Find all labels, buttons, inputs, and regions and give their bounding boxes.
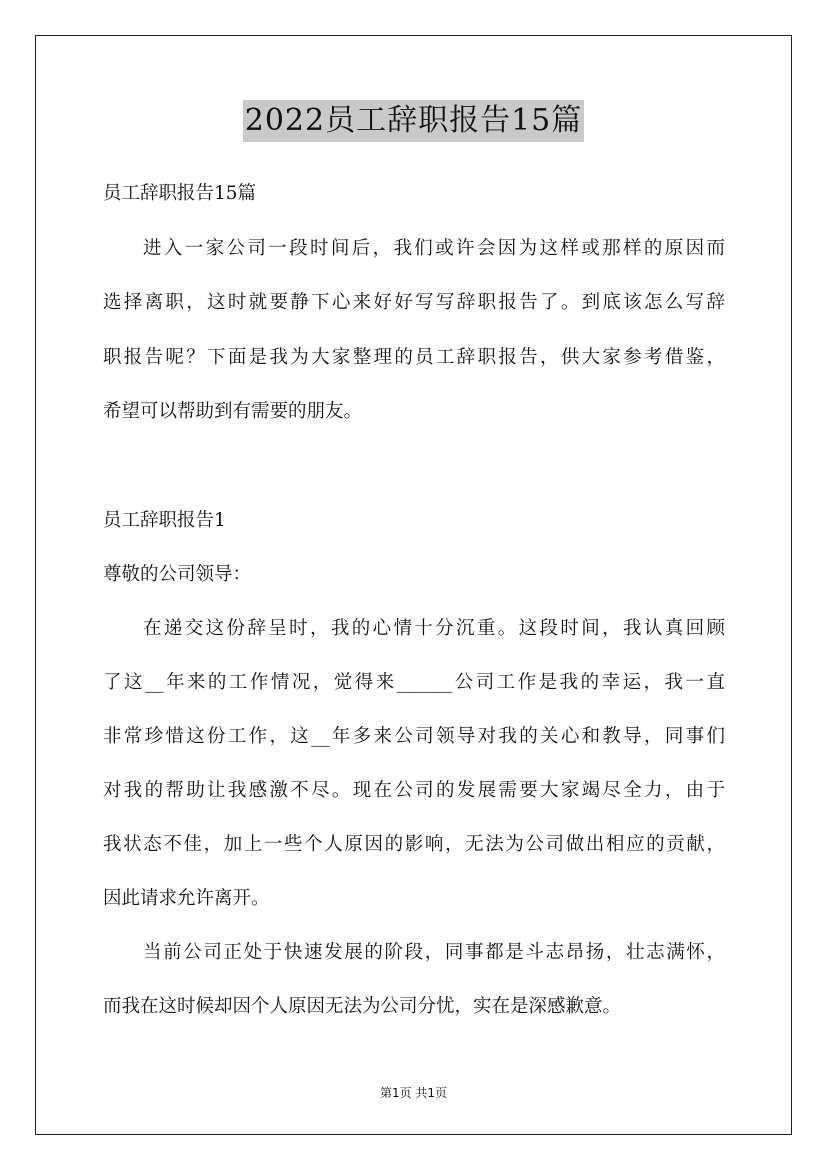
- paragraph-line: 非常珍惜这份工作，这__年多来公司领导对我的关心和教导，同事们: [103, 726, 725, 747]
- intro-line: 希望可以帮助到有需要的朋友。: [103, 401, 363, 422]
- intro-line: 进入一家公司一段时间后，我们或许会因为这样或那样的原因而: [143, 238, 725, 259]
- intro-line: 选择离职，这时就要静下心来好好写写辞职报告了。到底该怎么写辞: [103, 292, 725, 313]
- paragraph-line: 我状态不佳，加上一些个人原因的影响，无法为公司做出相应的贡献，: [103, 834, 725, 855]
- subtitle: 员工辞职报告15篇: [103, 183, 257, 204]
- paragraph-line: 因此请求允许离开。: [103, 888, 270, 909]
- title-container: [0, 100, 827, 142]
- section-heading: 员工辞职报告1: [103, 510, 226, 531]
- page-footer: 第1页 共1页: [379, 1086, 448, 1100]
- salutation: 尊敬的公司领导：: [103, 564, 252, 585]
- intro-line: 职报告呢？下面是我为大家整理的员工辞职报告，供大家参考借鉴，: [103, 347, 725, 368]
- document-title: 2022员工辞职报告15篇: [243, 100, 585, 142]
- paragraph-line: 当前公司正处于快速发展的阶段，同事都是斗志昂扬，壮志满怀，: [143, 942, 725, 963]
- paragraph-line: 了这__年来的工作情况，觉得来______公司工作是我的幸运，我一直: [103, 672, 725, 693]
- paragraph-line: 在递交这份辞呈时，我的心情十分沉重。这段时间，我认真回顾: [143, 618, 725, 639]
- paragraph-line: 对我的帮助让我感激不尽。现在公司的发展需要大家竭尽全力，由于: [103, 780, 725, 801]
- paragraph-line: 而我在这时候却因个人原因无法为公司分忧，实在是深感歉意。: [103, 996, 622, 1017]
